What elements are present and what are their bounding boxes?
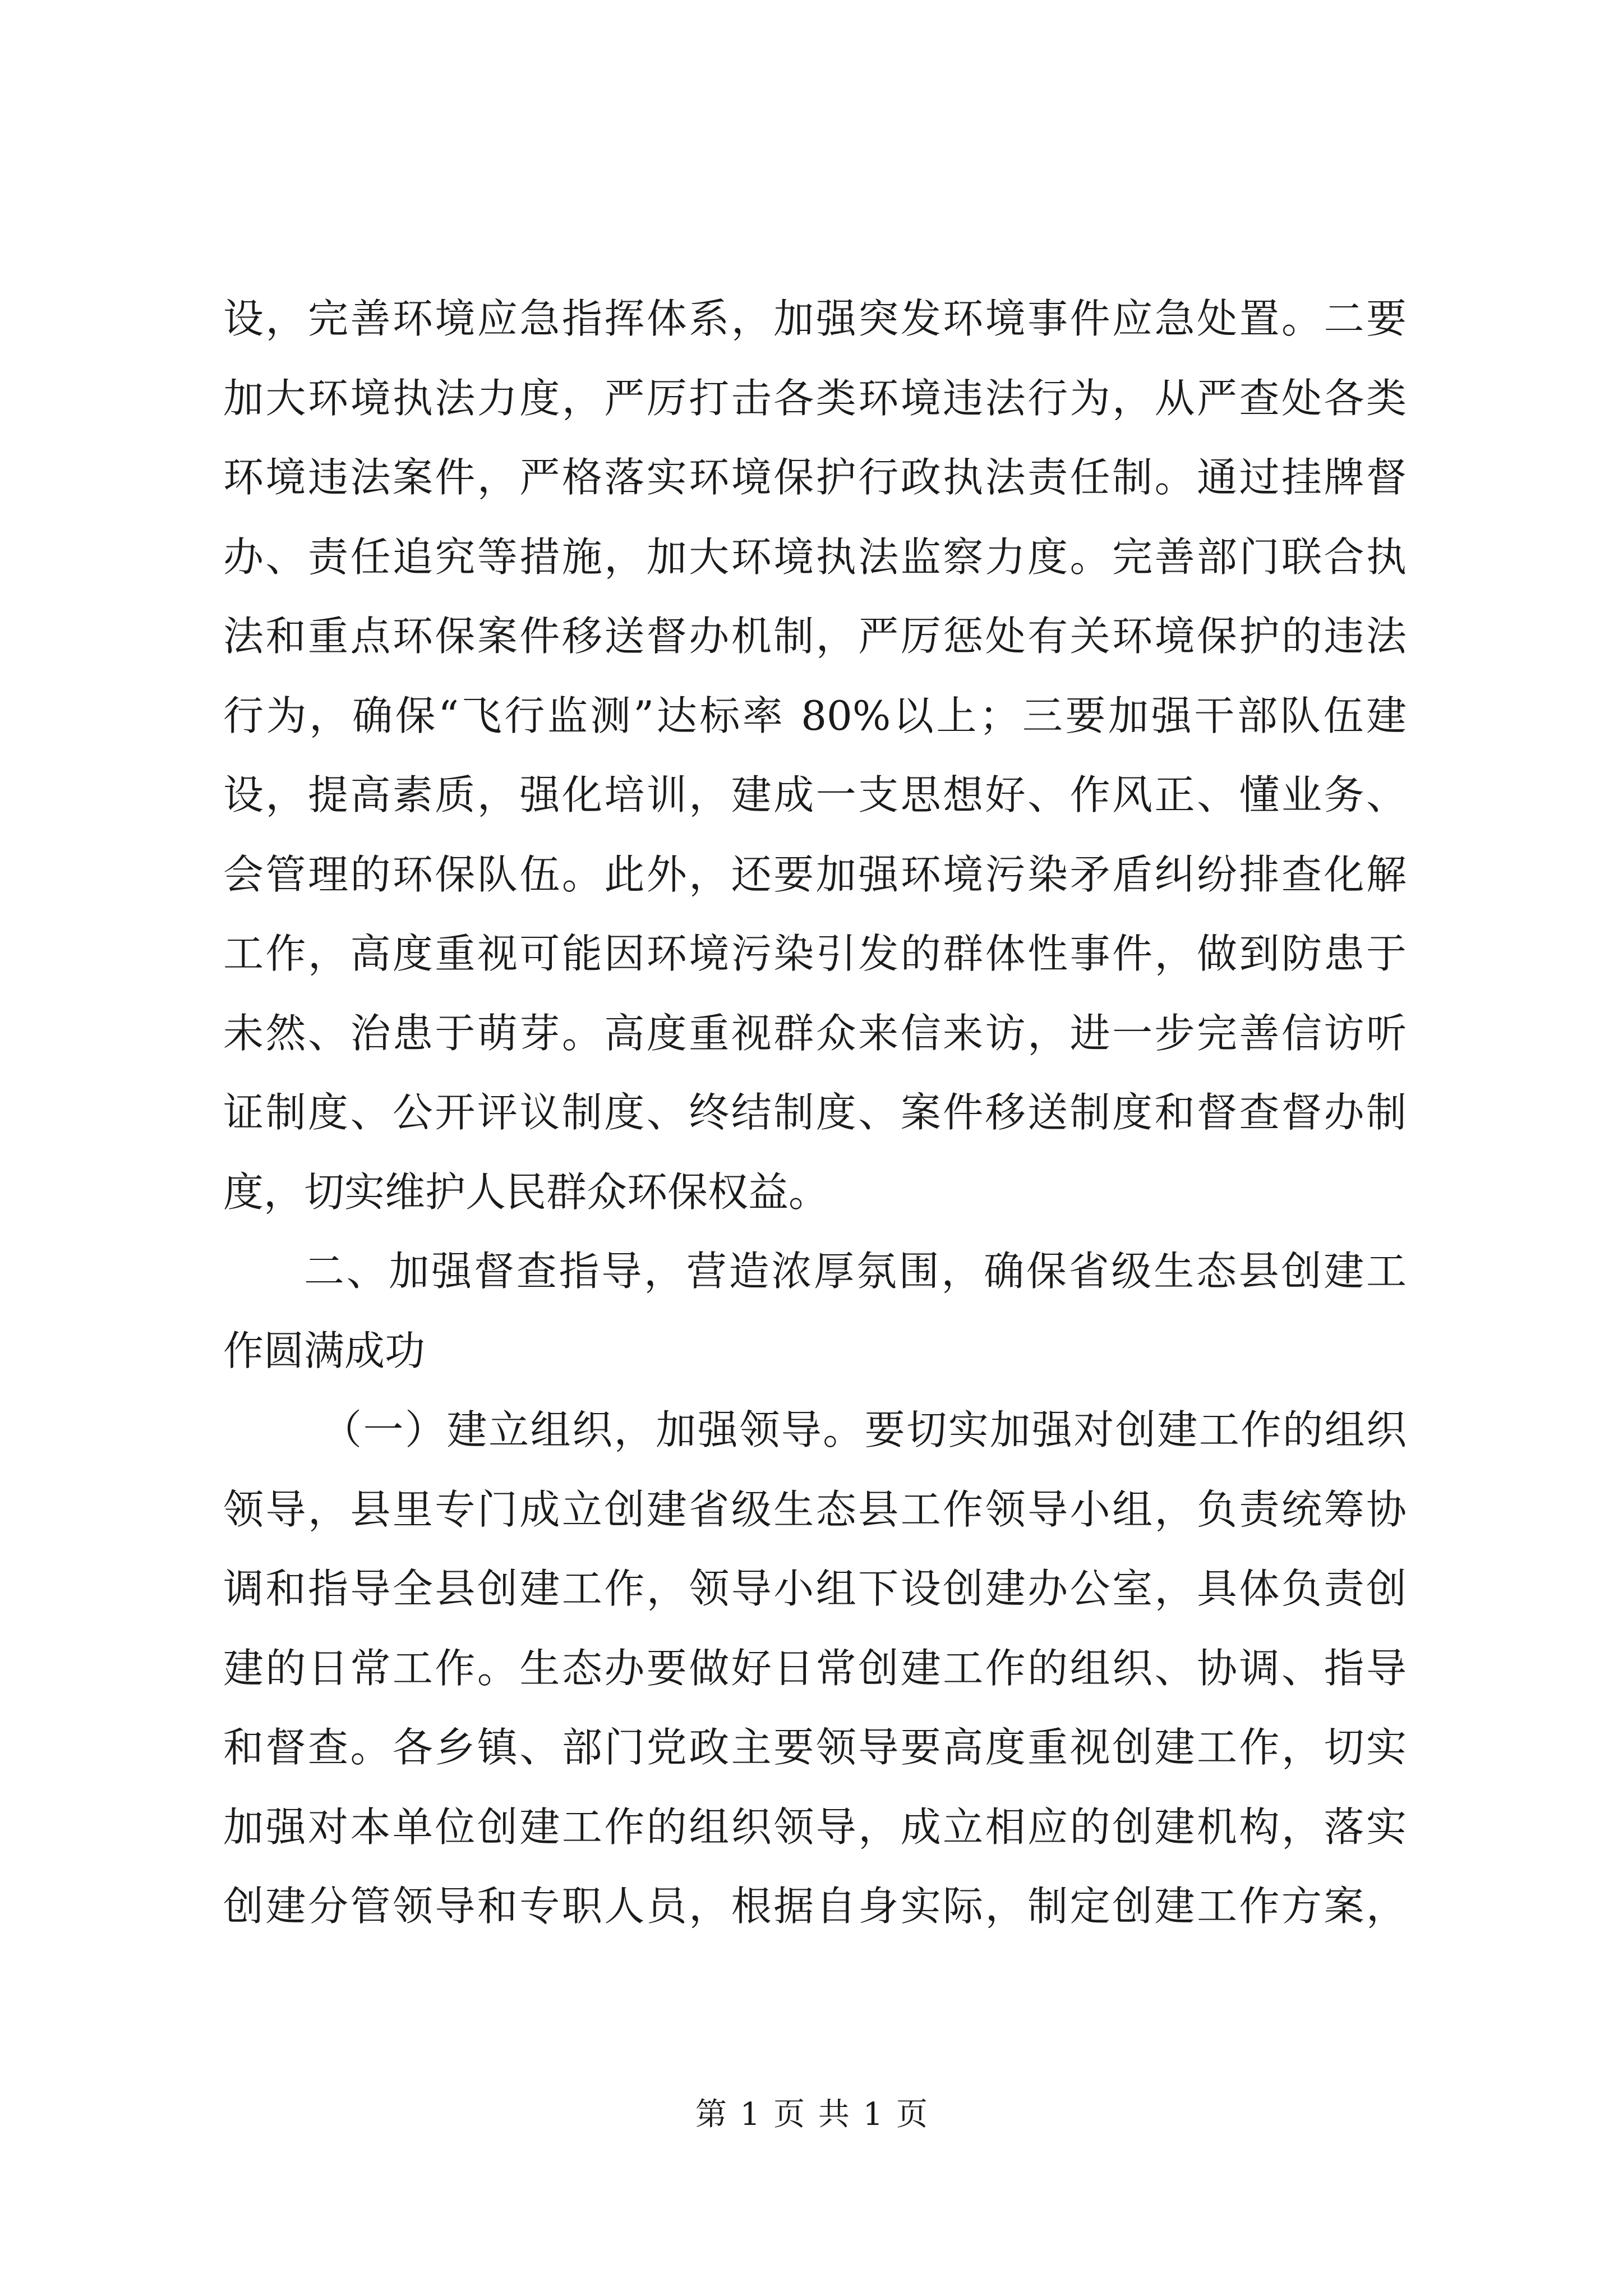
body-line: 领导，县里专门成立创建省级生态县工作领导小组，负责统筹协 [223,1485,1407,1533]
body-line: 证制度、公开评议制度、终结制度、案件移送制度和督查督办制 [223,1089,1407,1136]
body-line: 加强对本单位创建工作的组织领导，成立相应的创建机构，落实 [223,1803,1407,1851]
body-line: 设，完善环境应急指挥体系，加强突发环境事件应急处置。二要 [223,295,1407,342]
body-line: 调和指导全县创建工作，领导小组下设创建办公室，具体负责创 [223,1565,1407,1612]
body-line: 办、责任追究等措施，加大环境执法监察力度。完善部门联合执 [223,533,1407,581]
section-heading: 二、加强督查指导，营造浓厚氛围，确保省级生态县创建工 [304,1248,1407,1295]
body-line: 行为，确保“飞行监测”达标率 80%以上；三要加强干部队伍建 [223,692,1407,739]
body-line: 加大环境执法力度，严厉打击各类环境违法行为，从严查处各类 [223,374,1407,422]
body-line: 和督查。各乡镇、部门党政主要领导要高度重视创建工作，切实 [223,1724,1407,1771]
body-line: 工作，高度重视可能因环境污染引发的群体性事件，做到防患于 [223,930,1407,977]
page-footer: 第 1 页 共 1 页 [695,2096,928,2133]
body-line: 设，提高素质，强化培训，建成一支思想好、作风正、懂业务、 [223,771,1407,818]
body-line: 创建分管领导和专职人员，根据自身实际，制定创建工作方案， [223,1883,1407,1930]
body-line: 建的日常工作。生态办要做好日常创建工作的组织、协调、指导 [223,1644,1407,1692]
body-line: 会管理的环保队伍。此外，还要加强环境污染矛盾纠纷排查化解 [223,850,1407,898]
body-line: 度，切实维护人民群众环保权益。 [223,1168,829,1216]
body-line: 法和重点环保案件移送督办机制，严厉惩处有关环境保护的违法 [223,613,1407,660]
document-body [223,279,1407,1947]
subsection-heading-line: （一）建立组织，加强领导。要切实加强对创建工作的组织 [321,1406,1407,1453]
body-line: 环境违法案件，严格落实环境保护行政执法责任制。通过挂牌督 [223,454,1407,501]
section-heading-continuation: 作圆满成功 [223,1327,426,1374]
body-line: 未然、治患于萌芽。高度重视群众来信来访，进一步完善信访听 [223,1009,1407,1057]
